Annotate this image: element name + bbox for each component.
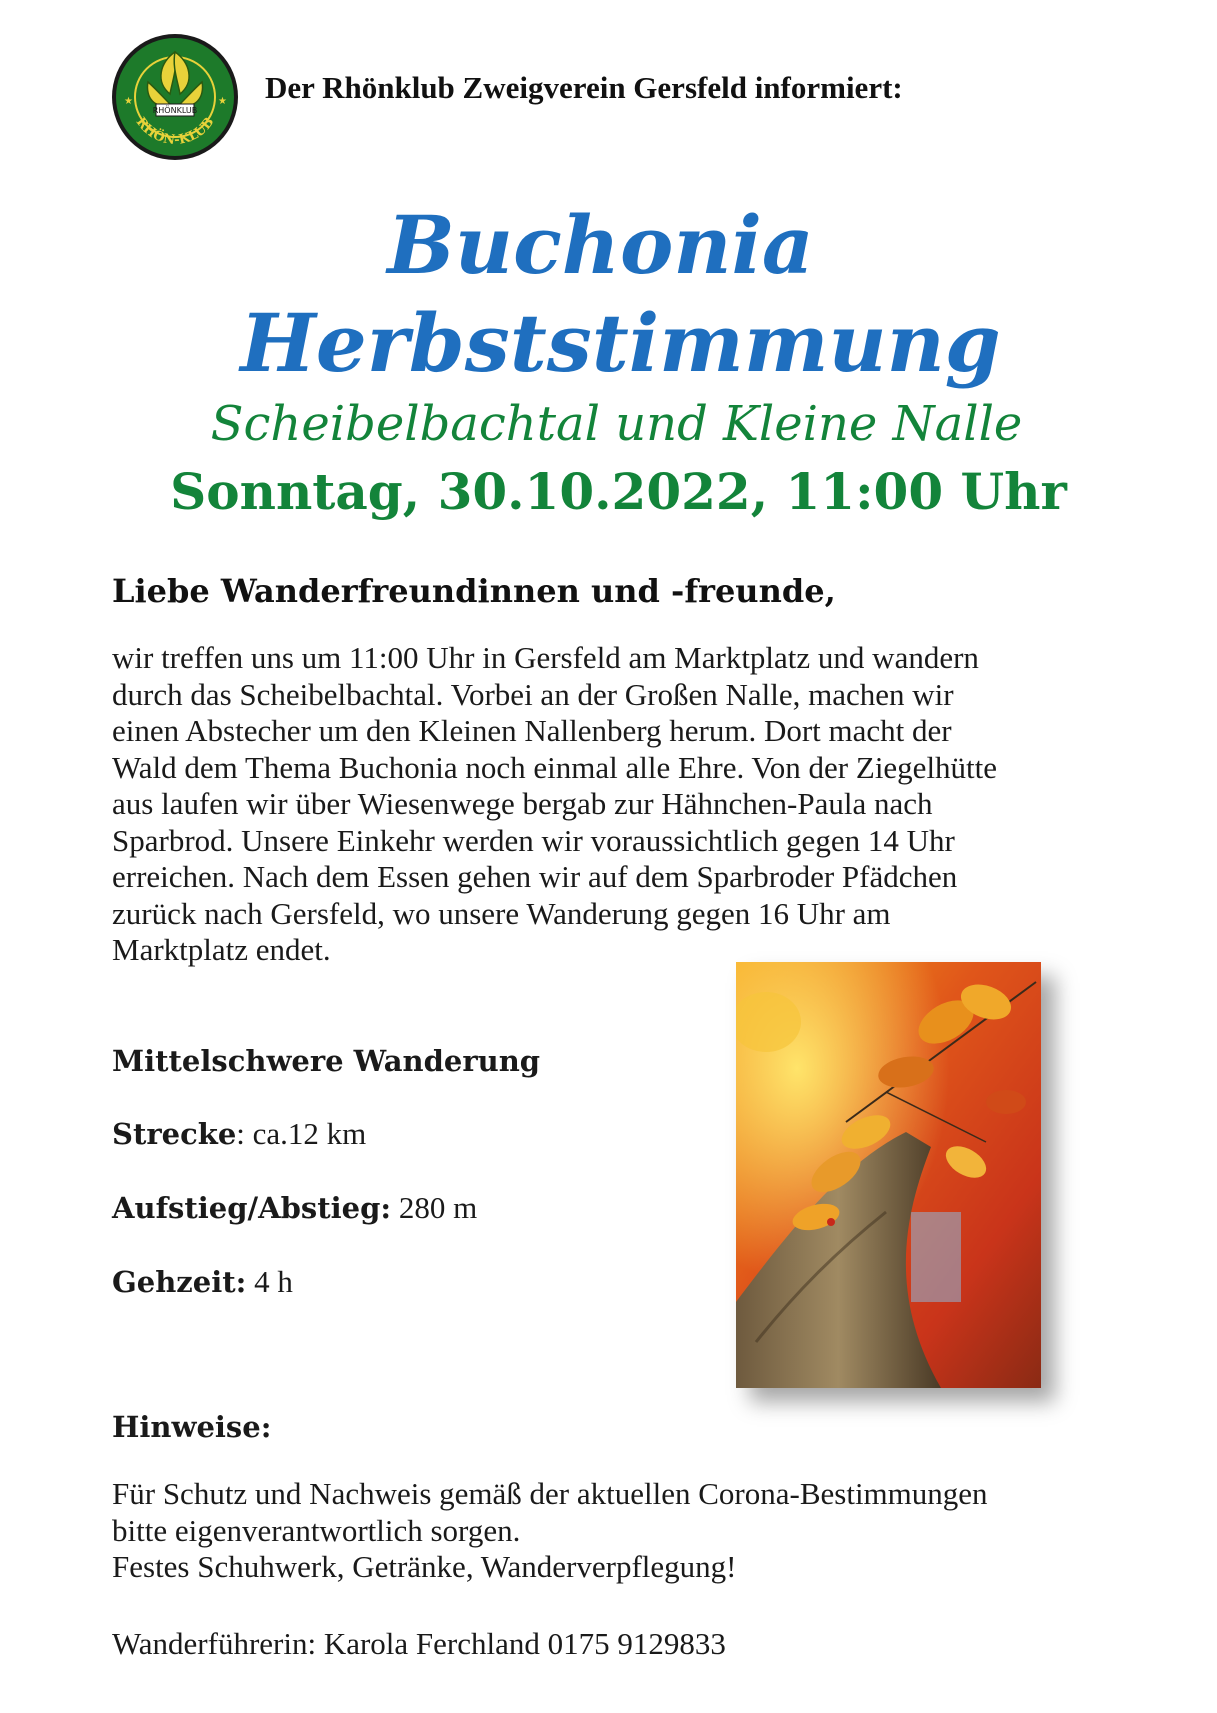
fact-label: Strecke <box>112 1117 237 1151</box>
title-line-1: Buchonia <box>387 198 814 292</box>
guide-contact: Wanderführerin: Karola Ferchland 0175 9129833 <box>112 1626 726 1661</box>
intro-line: Wald dem Thema Buchonia noch einmal alle Ehre. Von der Ziegelhütte <box>112 749 998 785</box>
fact-distance <box>112 1116 366 1152</box>
intro-line: wir treffen uns um 11:00 Uhr in Gersfeld am Marktplatz und wandern <box>112 640 979 675</box>
fact-value: 280 m <box>391 1190 478 1225</box>
intro-line: aus laufen wir über Wiesenwege bergab zur Hähnchen-Paula nach <box>112 786 933 821</box>
hint-line: Für Schutz und Nachweis gemäß der aktuellen Corona-Bestimmungen <box>112 1476 988 1511</box>
intro-line: durch das Scheibelbachtal. Vorbei an der Großen Nalle, machen wir <box>112 676 954 712</box>
greeting: Liebe Wanderfreundinnen und -freunde, <box>112 572 836 610</box>
svg-text:RHÖNKLUB: RHÖNKLUB <box>152 106 198 115</box>
difficulty-label: Mittelschwere Wanderung <box>112 1044 541 1078</box>
hint-line: bitte eigenverantwortlich sorgen. <box>112 1512 521 1548</box>
intro-line: einen Abstecher um den Kleinen Nallenberg herum. Dort macht der <box>112 713 952 748</box>
route-subtitle: Scheibelbachtal und Kleine Nalle <box>210 396 1023 452</box>
header-text: Der Rhönklub Zweigverein Gersfeld informiert: <box>265 70 903 105</box>
svg-text:★: ★ <box>124 96 133 107</box>
svg-text:★: ★ <box>218 96 227 107</box>
date-time: Sonntag, 30.10.2022, 11:00 Uhr <box>170 462 1067 521</box>
intro-line: Sparbrod. Unsere Einkehr werden wir voraussichtlich gegen 14 Uhr <box>112 822 955 858</box>
rhoenklub-logo <box>110 32 240 162</box>
intro-line: erreichen. Nach dem Essen gehen wir auf dem Sparbroder Pfädchen <box>112 859 958 894</box>
fact-duration <box>112 1264 293 1300</box>
svg-text:RHÖN-KLUB: RHÖN-KLUB <box>132 114 218 149</box>
fact-label: Aufstieg/Abstieg: <box>112 1191 392 1225</box>
fact-value: 4 h <box>246 1264 293 1299</box>
fact-value: : ca.12 km <box>236 1116 367 1151</box>
hints-text <box>112 1476 988 1586</box>
intro-line: Marktplatz endet. <box>112 932 331 967</box>
title-line-2: Herbststimmung <box>240 296 1001 390</box>
hint-line: Festes Schuhwerk, Getränke, Wanderverpflegung! <box>112 1549 737 1584</box>
fact-elevation <box>112 1190 477 1226</box>
autumn-tree-photo <box>736 962 1041 1388</box>
hints-heading: Hinweise: <box>112 1410 272 1444</box>
fact-label: Gehzeit: <box>112 1265 247 1299</box>
intro-paragraph <box>112 640 1152 969</box>
intro-line: zurück nach Gersfeld, wo unsere Wanderung gegen 16 Uhr am <box>112 895 891 931</box>
